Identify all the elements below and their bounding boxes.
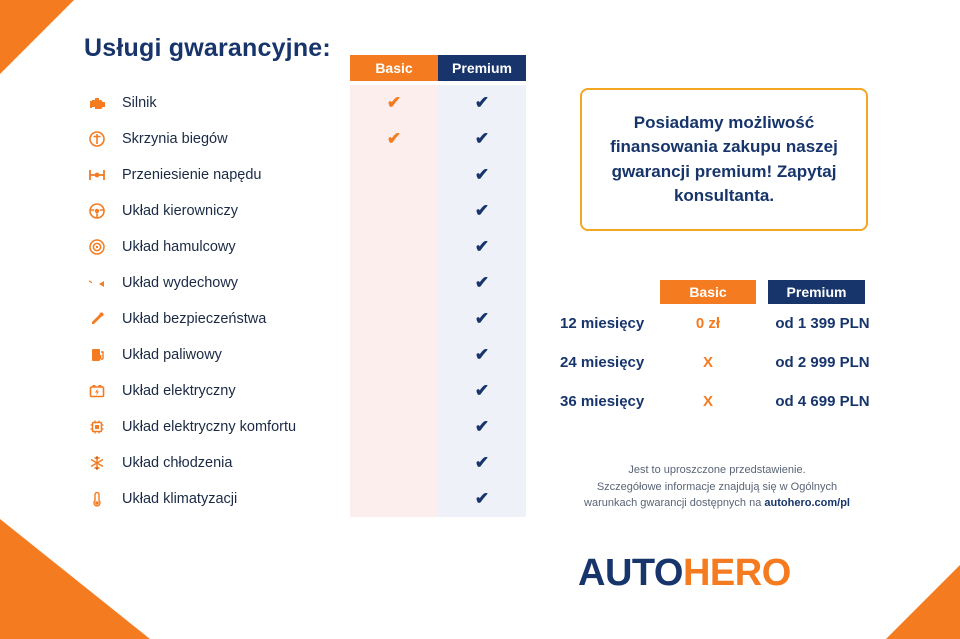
table-row: [84, 409, 532, 445]
feature-basic-value: ✔: [386, 93, 402, 112]
pricing-term: 24 miesięcy: [560, 354, 645, 371]
feature-label: Układ chłodzenia: [122, 455, 233, 471]
steering-icon: [84, 203, 110, 219]
feature-name-cell: [84, 419, 350, 435]
decorative-corner-bottom-left: [0, 519, 150, 639]
engine-icon: [84, 96, 110, 111]
brakes-icon: [84, 239, 110, 255]
decorative-corner-bottom-right: [886, 565, 960, 639]
feature-label: Układ elektryczny: [122, 383, 236, 399]
feature-name-cell: [84, 347, 350, 363]
feature-name-cell: [84, 167, 350, 183]
table-row: [560, 304, 880, 343]
decorative-corner-top-left: [0, 0, 74, 74]
table-row: [84, 265, 532, 301]
feature-label: Układ elektryczny komfortu: [122, 419, 297, 435]
column-header-basic: Basic: [350, 55, 438, 81]
feature-label: Układ hamulcowy: [122, 239, 236, 255]
feature-premium-value: ✔: [474, 273, 490, 292]
feature-name-cell: [84, 95, 350, 111]
disclaimer-line-2: Szczegółowe informacje znajdują się w Ogólnych: [596, 480, 838, 493]
feature-name-cell: [84, 203, 350, 219]
financing-callout: [580, 88, 868, 231]
pricing-premium-value: od 2 999 PLN: [775, 354, 870, 371]
warranty-services-panel: [84, 34, 544, 517]
feature-name-cell: [84, 275, 350, 291]
feature-name-cell: [84, 311, 350, 327]
feature-label: Układ wydechowy: [122, 275, 239, 291]
exhaust-icon: [84, 277, 110, 289]
feature-premium-value: ✔: [474, 453, 490, 472]
feature-label: Układ klimatyzacji: [122, 491, 238, 507]
feature-name-cell: [84, 131, 350, 147]
column-header-premium: Premium: [438, 55, 526, 81]
safety-icon: [84, 311, 110, 327]
feature-rows: [84, 85, 532, 517]
feature-premium-value: ✔: [474, 129, 490, 148]
drivetrain-icon: [84, 168, 110, 182]
snowflake-icon: [84, 455, 110, 471]
disclaimer: [556, 462, 878, 512]
feature-name-cell: [84, 455, 350, 471]
logo-text-hero: HERO: [682, 552, 791, 594]
feature-premium-value: ✔: [474, 165, 490, 184]
table-row: [84, 445, 532, 481]
feature-comparison-table: [84, 60, 532, 517]
table-row: [84, 337, 532, 373]
feature-label: Układ kierowniczy: [122, 203, 239, 219]
pricing-basic-value: X: [702, 393, 713, 410]
table-row: [84, 85, 532, 121]
feature-label: Układ paliwowy: [122, 347, 222, 363]
gearbox-icon: [84, 131, 110, 147]
feature-name-cell: [84, 383, 350, 399]
feature-premium-value: ✔: [474, 381, 490, 400]
table-row: [84, 121, 532, 157]
feature-premium-value: ✔: [474, 309, 490, 328]
pricing-table: [560, 280, 880, 421]
financing-callout-text: Posiadamy możliwość finansowania zakupu naszej gwarancji premium! Zapytaj konsultanta.: [610, 113, 838, 205]
feature-name-cell: [84, 239, 350, 255]
battery-icon: [84, 384, 110, 398]
table-row: [84, 229, 532, 265]
table-row: [560, 343, 880, 382]
page-title: Usługi gwarancyjne:: [84, 34, 331, 62]
disclaimer-line-1: Jest to uproszczone przedstawienie.: [628, 464, 806, 476]
feature-label: Układ bezpieczeństwa: [122, 311, 267, 327]
chip-icon: [84, 419, 110, 435]
pricing-term: 12 miesięcy: [560, 315, 645, 332]
feature-name-cell: [84, 491, 350, 507]
fuel-icon: [84, 347, 110, 363]
feature-label: Skrzynia biegów: [122, 131, 228, 147]
logo-text-auto: AUTO: [578, 552, 683, 594]
pricing-header-basic: Basic: [660, 280, 756, 304]
table-row: [84, 301, 532, 337]
feature-table-headers: [350, 55, 526, 81]
pricing-basic-value: 0 zł: [695, 315, 721, 332]
thermometer-icon: [84, 491, 110, 507]
disclaimer-website-link[interactable]: autohero.com/pl: [764, 497, 850, 509]
feature-premium-value: ✔: [474, 345, 490, 364]
pricing-term: 36 miesięcy: [560, 393, 645, 410]
pricing-header-premium: Premium: [768, 280, 865, 304]
disclaimer-line-3-text: warunkach gwarancji dostępnych na: [584, 497, 765, 509]
feature-label: Silnik: [122, 95, 157, 111]
table-row: [84, 157, 532, 193]
autohero-logo: [578, 552, 791, 595]
feature-premium-value: ✔: [474, 201, 490, 220]
pricing-premium-value: od 1 399 PLN: [775, 315, 870, 332]
pricing-premium-value: od 4 699 PLN: [775, 393, 870, 410]
pricing-basic-value: X: [702, 354, 713, 371]
table-row: [84, 193, 532, 229]
pricing-table-headers: [660, 280, 880, 304]
feature-premium-value: ✔: [474, 489, 490, 508]
disclaimer-line-3: [556, 495, 878, 512]
feature-label: Przeniesienie napędu: [122, 167, 262, 183]
table-row: [84, 481, 532, 517]
feature-premium-value: ✔: [474, 237, 490, 256]
feature-premium-value: ✔: [474, 93, 490, 112]
feature-basic-value: ✔: [386, 129, 402, 148]
feature-premium-value: ✔: [474, 417, 490, 436]
table-row: [84, 373, 532, 409]
table-row: [560, 382, 880, 421]
